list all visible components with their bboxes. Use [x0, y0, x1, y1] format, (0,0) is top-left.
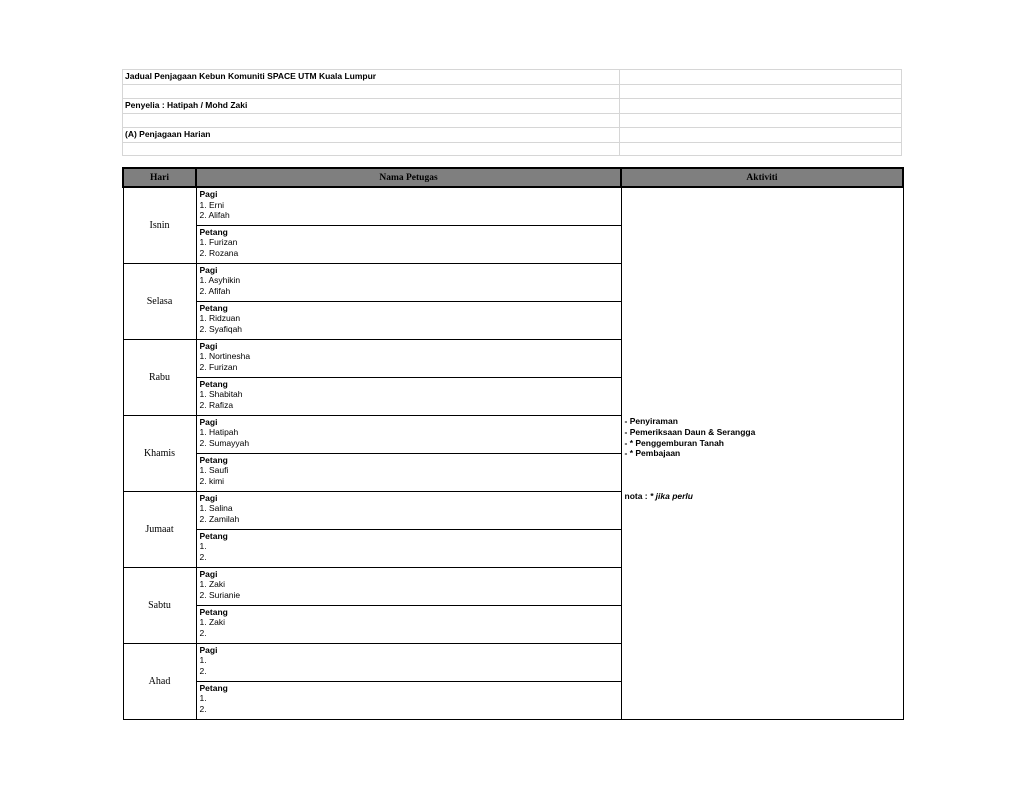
shift-label: Pagi: [199, 189, 218, 199]
activity-item: - * Penggemburan Tanah: [624, 437, 724, 448]
shift-label: Pagi: [199, 264, 218, 275]
staff-name: 2.: [199, 627, 207, 638]
day-cell: Rabu: [123, 339, 196, 415]
schedule-table: [122, 167, 904, 720]
shift-cell-pagi: [196, 263, 621, 301]
day-cell: Ahad: [123, 643, 196, 719]
staff-name: 2. Rafiza: [199, 399, 234, 410]
spreadsheet-page: [122, 69, 902, 720]
shift-label: Petang: [199, 226, 228, 237]
shift-label: Pagi: [199, 644, 218, 655]
staff-name: 2. Alifah: [199, 210, 230, 220]
staff-name: 2. Syafiqah: [199, 323, 243, 334]
staff-name: 1. Ridzuan: [199, 313, 241, 323]
staff-name: 2. Rozana: [199, 247, 239, 258]
header-row-title: [122, 69, 902, 84]
shift-label: Petang: [199, 530, 228, 541]
note-text: * jika perlu: [650, 491, 693, 502]
day-cell: Selasa: [123, 263, 196, 339]
activity-note: [625, 491, 903, 502]
staff-name: 1. Zaki: [199, 579, 226, 589]
staff-name: 1. Saufi: [199, 465, 229, 475]
section-title: (A) Penjagaan Harian: [122, 127, 619, 142]
staff-name: 2. Afifah: [199, 285, 231, 296]
column-header-aktiviti: Aktiviti: [621, 168, 903, 187]
shift-cell-pagi: [196, 491, 621, 529]
shift-cell-petang: [196, 605, 621, 643]
staff-name: 2. Zamilah: [199, 513, 240, 524]
activity-item: - Penyiraman: [624, 416, 678, 426]
day-cell: Khamis: [123, 415, 196, 491]
day-cell: Sabtu: [123, 567, 196, 643]
staff-name: 1. Nortinesha: [199, 351, 251, 361]
activity-item: - Pemeriksaan Daun & Serangga: [624, 426, 756, 437]
table-row: [123, 187, 903, 225]
shift-cell-petang: [196, 301, 621, 339]
staff-name: 1. Erni: [199, 199, 225, 210]
staff-name: 2.: [199, 551, 207, 562]
shift-label: Petang: [199, 378, 228, 389]
staff-name: 1. Furizan: [199, 237, 238, 247]
header-row-section: [122, 127, 902, 142]
staff-name: 1.: [199, 693, 207, 703]
header-row-blank: [122, 113, 902, 128]
staff-name: 1. Shabitah: [199, 389, 243, 399]
staff-name: 1. Salina: [199, 503, 233, 513]
shift-label: Petang: [199, 454, 228, 465]
supervisor-text: Penyelia : Hatipah / Mohd Zaki: [122, 98, 619, 113]
header-row-supervisor: [122, 98, 902, 113]
staff-name: 2.: [199, 665, 207, 676]
staff-name: 2. Furizan: [199, 361, 238, 372]
activity-cell: [621, 187, 903, 719]
shift-cell-petang: [196, 529, 621, 567]
document-title: Jadual Penjagaan Kebun Komuniti SPACE UTM Kuala Lumpur: [122, 69, 619, 84]
staff-name: 1.: [199, 655, 207, 665]
shift-cell-petang: [196, 225, 621, 263]
shift-label: Pagi: [199, 492, 218, 503]
table-header-row: [123, 168, 903, 187]
day-cell: Isnin: [123, 187, 196, 263]
staff-name: 1. Hatipah: [199, 427, 239, 437]
shift-cell-pagi: [196, 187, 621, 225]
shift-cell-pagi: [196, 643, 621, 681]
header-row-blank: [122, 142, 902, 157]
shift-label: Petang: [199, 606, 228, 617]
staff-name: 1. Asyhikin: [199, 275, 241, 285]
shift-cell-petang: [196, 377, 621, 415]
shift-label: Pagi: [199, 568, 218, 579]
staff-name: 2. Sumayyah: [199, 437, 250, 448]
shift-label: Pagi: [199, 340, 218, 351]
shift-cell-pagi: [196, 339, 621, 377]
shift-label: Pagi: [199, 416, 218, 427]
shift-cell-petang: [196, 453, 621, 491]
activity-item: - * Pembajaan: [624, 448, 681, 459]
shift-cell-pagi: [196, 567, 621, 605]
shift-cell-pagi: [196, 415, 621, 453]
staff-name: 1.: [199, 541, 207, 551]
shift-label: Petang: [199, 682, 228, 693]
column-header-nama-petugas: Nama Petugas: [196, 168, 621, 187]
staff-name: 2.: [199, 703, 207, 714]
staff-name: 2. Surianie: [199, 589, 241, 600]
shift-cell-petang: [196, 681, 621, 719]
column-header-hari: Hari: [123, 168, 196, 187]
staff-name: 2. kimi: [199, 475, 225, 486]
day-cell: Jumaat: [123, 491, 196, 567]
header-row-blank: [122, 84, 902, 99]
staff-name: 1. Zaki: [199, 617, 226, 627]
shift-label: Petang: [199, 302, 228, 313]
empty-cell: [619, 69, 902, 84]
note-prefix: nota :: [624, 491, 650, 502]
